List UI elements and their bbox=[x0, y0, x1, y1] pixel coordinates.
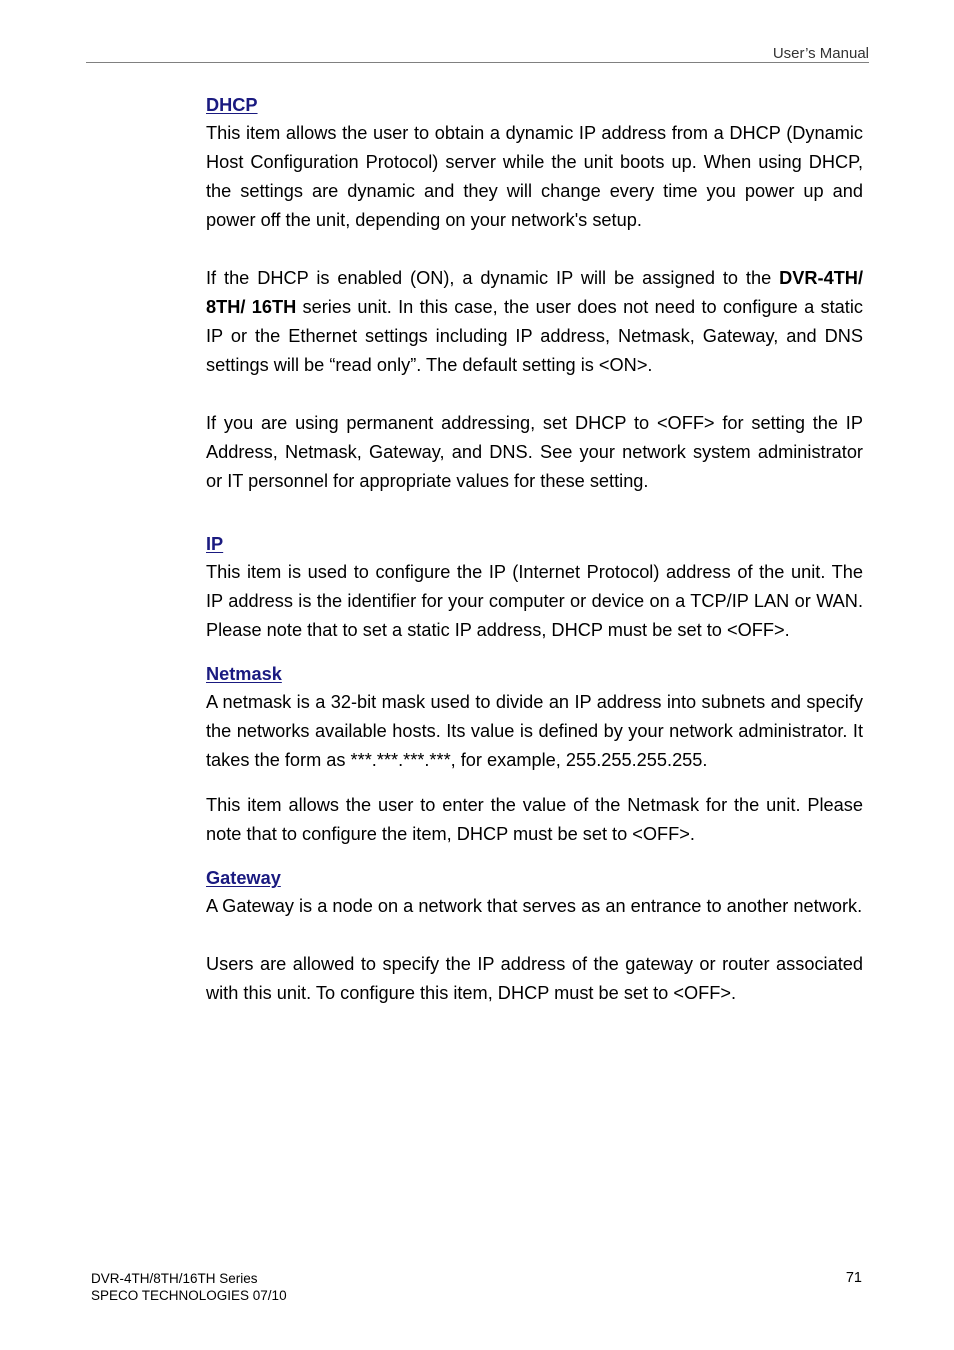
dhcp-paragraph-3: If you are using permanent addressing, set DHCP to <OFF> for setting the IP Address, Netmask, Gateway, and DNS. See your network system administrator or IT personnel for appropriate values for these setting. bbox=[206, 413, 863, 491]
gateway-paragraph-2: Users are allowed to specify the IP address of the gateway or router associated with this unit. To configure this item, DHCP must be set to <OFF>. bbox=[206, 954, 863, 1003]
ip-paragraph-1: This item is used to configure the IP (Internet Protocol) address of the unit. The IP address is the identifier for your computer or device on a TCP/IP LAN or WAN. Please note that to set a static IP address, DHCP must be set to <OFF>. bbox=[206, 562, 863, 640]
gateway-heading: Gateway bbox=[206, 868, 281, 888]
netmask-heading: Netmask bbox=[206, 664, 282, 684]
spacer bbox=[206, 235, 863, 264]
spacer bbox=[206, 921, 863, 950]
dhcp-model-name: DVR-4TH/ 8TH/ 16TH bbox=[206, 268, 863, 317]
dhcp-paragraph-2 bbox=[206, 264, 863, 380]
netmask-paragraph-2: This item allows the user to enter the value of the Netmask for the unit. Please note that to configure the item, DHCP must be set to <OFF>. bbox=[206, 795, 863, 844]
footer-company: SPECO TECHNOLOGIES 07/10 bbox=[91, 1288, 287, 1303]
dhcp-paragraph-2-lead: If the DHCP is enabled (ON), a dynamic IP will be assigned to the bbox=[206, 268, 780, 288]
netmask-paragraph-1: A netmask is a 32-bit mask used to divide an IP address into subnets and specify the networks available hosts. Its value is defined by your network administrator. It takes the form as ***.***.***.***, for example, 255.255.255.255. bbox=[206, 692, 863, 770]
ip-heading: IP bbox=[206, 534, 224, 554]
spacer bbox=[206, 849, 863, 865]
dhcp-heading: DHCP bbox=[206, 95, 258, 115]
gateway-paragraph-1: A Gateway is a node on a network that serves as an entrance to another network. bbox=[206, 896, 863, 916]
footer-series: DVR-4TH/8TH/16TH Series bbox=[91, 1271, 258, 1286]
dhcp-paragraph-1: This item allows the user to obtain a dynamic IP address from a DHCP (Dynamic Host Configuration Protocol) server while the unit boots up. When using DHCP, the settings are dynamic and they will change every time you power up and power off the unit, depending on your network's setup. bbox=[206, 123, 863, 230]
dhcp-paragraph-2-tail: series unit. In this case, the user does not need to configure a static IP or the Ethernet settings including IP address, Netmask, Gateway, and DNS settings will be “read only”. The default setting is <ON>. bbox=[206, 297, 863, 375]
header-manual-label: User’s Manual bbox=[772, 45, 869, 62]
page-number: 71 bbox=[845, 1270, 862, 1286]
page-content bbox=[206, 92, 863, 1008]
spacer bbox=[206, 645, 863, 661]
footer-info bbox=[91, 1270, 287, 1304]
spacer bbox=[206, 380, 863, 409]
header-divider bbox=[86, 62, 869, 63]
spacer bbox=[206, 496, 863, 531]
spacer bbox=[206, 775, 863, 791]
